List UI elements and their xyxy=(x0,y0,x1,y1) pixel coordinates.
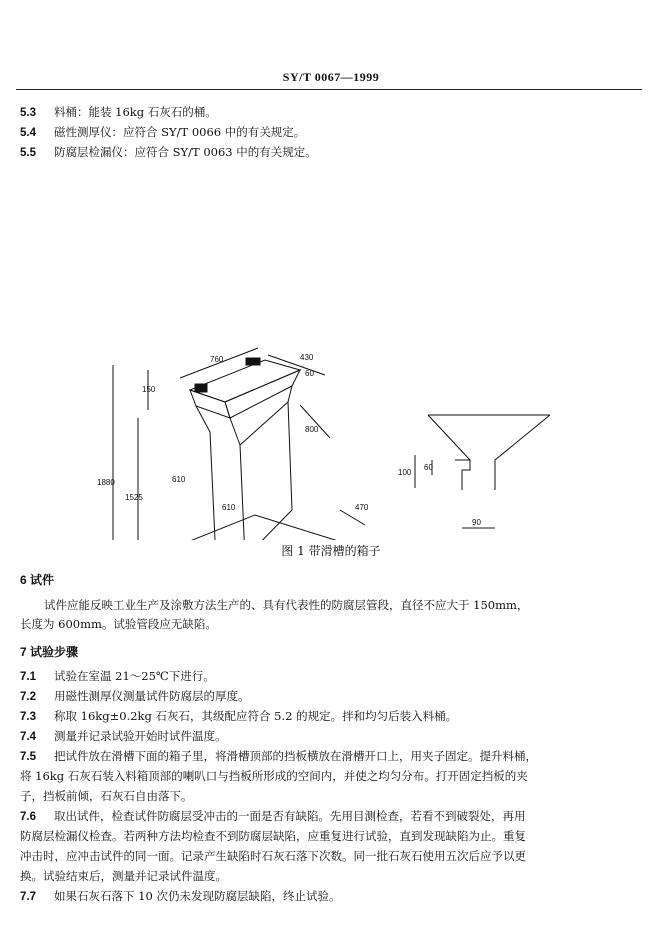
step-7-6 xyxy=(20,808,526,825)
step-text: 用磁性测厚仪测量试件防腐层的厚度。 xyxy=(54,689,250,703)
chute-top-line xyxy=(240,402,288,445)
handle-left xyxy=(195,384,207,392)
item-text: 料桶：能装 16kg 石灰石的桶。 xyxy=(54,105,217,119)
step-text: 测量并记录试验开始时试件温度。 xyxy=(54,729,227,743)
item-text: 磁性测厚仪：应符合 SY/T 0066 中的有关规定。 xyxy=(54,125,306,139)
step-number: 7.4 xyxy=(20,731,36,743)
running-header: SY/T 0067—1999 xyxy=(282,70,380,84)
dim-60: 60 xyxy=(305,369,314,378)
item-number: 5.5 xyxy=(20,147,36,159)
dim-1880: 1880 xyxy=(97,478,115,487)
inset-right-wall xyxy=(495,415,550,490)
chute-outlet xyxy=(215,510,292,540)
inset-dim-60: 60 xyxy=(424,463,433,472)
step-7-3 xyxy=(20,708,457,725)
step-7-5 xyxy=(20,748,537,765)
step-7-6-line-2: 防腐层检漏仪检查。若两种方法均检查不到防腐层缺陷，应重复进行试验，直到发现缺陷为止。重复 xyxy=(20,829,526,843)
dim-800-top: 800 xyxy=(305,425,319,434)
dim-470-line xyxy=(340,510,365,525)
step-text: 称取 16kg±0.2kg 石灰石，其级配应符合 5.2 的规定。拌和均匀后装入料桶。 xyxy=(54,709,458,723)
dim-610-left: 610 xyxy=(172,475,186,484)
step-7-4 xyxy=(20,728,227,745)
step-text: 试验在室温 21～25℃下进行。 xyxy=(54,669,215,683)
step-7-6-line-4: 换。试验结束后，测量并记录试件温度。 xyxy=(20,869,227,883)
figure-box-with-chute xyxy=(0,170,662,540)
dim-150: 150 xyxy=(142,385,156,394)
step-7-5-line-2: 将 16kg 石灰石装入料箱顶部的喇叭口与挡板所形成的空间内，并使之均匀分布。打开固定挡板的夹 xyxy=(20,769,528,783)
header-rule xyxy=(16,89,642,90)
step-7-1 xyxy=(20,668,215,685)
step-number: 7.7 xyxy=(20,891,36,903)
dim-430: 430 xyxy=(300,353,314,362)
step-text: 如果石灰石落下 10 次仍未发现防腐层缺陷，终止试验。 xyxy=(54,889,341,903)
chute-left-edge xyxy=(196,406,215,540)
dim-610-right: 610 xyxy=(222,503,236,512)
step-text: 把试件放在滑槽下面的箱子里，将滑槽顶部的挡板横放在滑槽开口上，用夹子固定。提升料桶， xyxy=(54,749,537,763)
handle-right xyxy=(246,358,260,365)
step-number: 7.5 xyxy=(20,751,36,763)
step-7-2 xyxy=(20,688,250,705)
section-7-title: 7 试验步骤 xyxy=(20,645,79,659)
section-6-para-line-1: 试件应能反映工业生产及涂敷方法生产的、具有代表性的防腐层管段，直径不应大于 150mm， xyxy=(44,598,529,612)
step-number: 7.1 xyxy=(20,671,36,683)
step-7-7 xyxy=(20,888,340,905)
step-text: 取出试件，检查试件防腐层受冲击的一面是否有缺陷。先用目测检查，若看不到破裂处，再用 xyxy=(54,809,526,823)
dim-760: 760 xyxy=(210,355,224,364)
item-5-4 xyxy=(20,124,305,141)
step-7-5-line-3: 子，挡板前倾，石灰石自由落下。 xyxy=(20,789,193,803)
dim-1525: 1525 xyxy=(125,493,143,502)
step-number: 7.2 xyxy=(20,691,36,703)
inset-dim-90: 90 xyxy=(472,518,481,527)
box-top xyxy=(155,515,335,540)
dim-470: 470 xyxy=(355,503,369,512)
chute-back-edge xyxy=(288,386,292,510)
item-5-5 xyxy=(20,144,317,161)
step-number: 7.3 xyxy=(20,711,36,723)
section-6-title: 6 试件 xyxy=(20,573,55,587)
item-text: 防腐层检漏仪：应符合 SY/T 0063 中的有关规定。 xyxy=(54,145,317,159)
step-number: 7.6 xyxy=(20,811,36,823)
figure-caption: 图 1 带滑槽的箱子 xyxy=(281,544,381,558)
hopper-front xyxy=(190,390,230,418)
section-6-para-line-2: 长度为 600mm。试验管段应无缺陷。 xyxy=(20,617,217,631)
item-5-3 xyxy=(20,104,217,121)
inset-left-wall xyxy=(428,415,470,490)
inset-dim-100: 100 xyxy=(398,468,412,477)
inset-chute-section xyxy=(415,415,550,528)
item-number: 5.3 xyxy=(20,107,36,119)
item-number: 5.4 xyxy=(20,127,36,139)
step-7-6-line-3: 冲击时，应冲击试件的同一面。记录产生缺陷时石灰石落下次数。同一批石灰石使用五次后应予以更 xyxy=(20,849,526,863)
